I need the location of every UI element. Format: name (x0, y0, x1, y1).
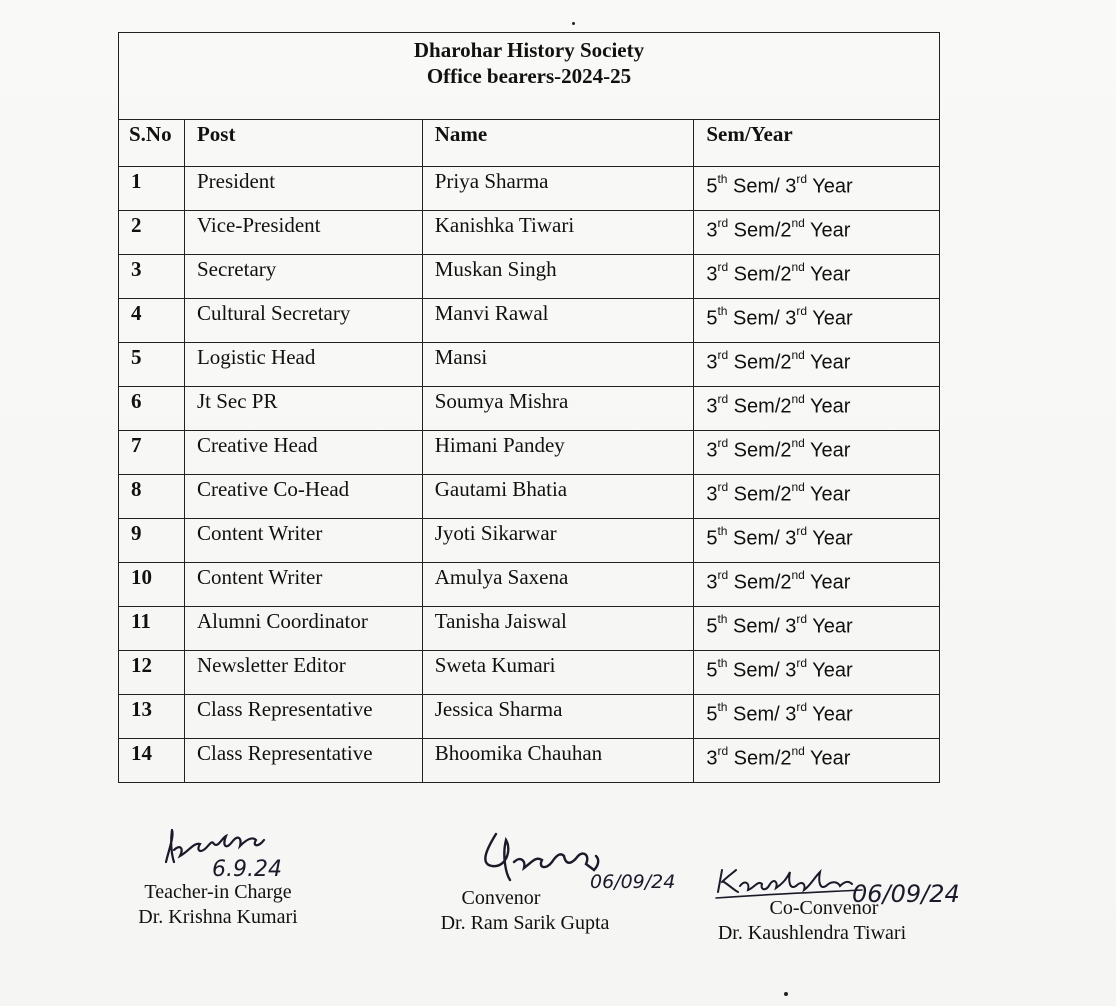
sem-word: Sem (727, 527, 775, 550)
row-post: Class Representative (184, 695, 422, 739)
sem-suffix: rd (717, 260, 729, 274)
sem-number: 3 (706, 571, 718, 594)
row-post: Cultural Secretary (184, 299, 422, 343)
table-row (119, 299, 940, 343)
header-row (119, 120, 940, 167)
sem-number: 5 (706, 175, 718, 198)
year-suffix: nd (791, 348, 805, 362)
sem-separator: / (774, 395, 781, 418)
year-word: Year (804, 219, 851, 242)
row-post: Secretary (184, 255, 422, 299)
row-post: Newsletter Editor (184, 651, 422, 695)
sem-number: 3 (706, 439, 718, 462)
year-word: Year (807, 175, 853, 198)
year-word: Year (804, 351, 851, 374)
year-suffix: rd (796, 656, 808, 670)
year-number: 2 (780, 219, 792, 242)
sem-separator: / (774, 527, 786, 550)
year-word: Year (804, 263, 851, 286)
sem-number: 5 (706, 659, 718, 682)
sem-suffix: rd (717, 216, 729, 230)
sem-suffix: th (717, 172, 728, 186)
sem-suffix: th (717, 524, 728, 538)
teacher-role: Teacher-in Charge (144, 881, 292, 903)
table-row (119, 431, 940, 475)
society-name: Dharohar History Society (413, 38, 645, 62)
year-word: Year (804, 571, 851, 594)
co-convenor-signature-date: 06/09/24 (852, 880, 960, 908)
sem-suffix: rd (717, 744, 729, 758)
sem-word: Sem (727, 615, 775, 638)
sem-word: Sem (727, 175, 775, 198)
row-sem-year (694, 211, 940, 255)
sem-separator: / (774, 615, 786, 638)
row-sno: 10 (119, 563, 185, 607)
year-word: Year (807, 615, 853, 638)
sem-number: 3 (706, 483, 718, 506)
row-name: Mansi (422, 343, 694, 387)
year-word: Year (807, 703, 853, 726)
row-sem-year (694, 475, 940, 519)
header-name: Name (422, 120, 694, 167)
year-number: 2 (780, 483, 792, 506)
row-post: Creative Head (184, 431, 422, 475)
table-row (119, 387, 940, 431)
co-convenor-name: Dr. Kaushlendra Tiwari (717, 922, 907, 944)
year-word: Year (807, 307, 853, 330)
sem-separator: / (774, 351, 781, 374)
row-post: President (184, 167, 422, 211)
sem-separator: / (774, 307, 786, 330)
sem-separator: / (774, 175, 786, 198)
document-subtitle: Office bearers-2024-25 (426, 64, 632, 88)
table-row (119, 475, 940, 519)
teacher-signature-handwriting (160, 818, 300, 884)
table-row (119, 167, 940, 211)
teacher-signature-block (118, 880, 318, 930)
row-sno: 14 (119, 739, 185, 783)
year-suffix: rd (796, 524, 808, 538)
row-name: Tanisha Jaiswal (422, 607, 694, 651)
sem-word: Sem (727, 659, 775, 682)
sem-number: 3 (706, 219, 718, 242)
row-sem-year (694, 695, 940, 739)
sem-separator: / (774, 439, 781, 462)
row-sem-year (694, 255, 940, 299)
sem-number: 5 (706, 307, 718, 330)
row-name: Priya Sharma (422, 167, 694, 211)
row-sno: 5 (119, 343, 185, 387)
stray-ink-dot (784, 992, 788, 996)
row-sno: 7 (119, 431, 185, 475)
year-word: Year (807, 659, 853, 682)
sem-suffix: rd (717, 392, 729, 406)
row-name: Gautami Bhatia (422, 475, 694, 519)
sem-separator: / (774, 571, 781, 594)
year-number: 3 (785, 307, 797, 330)
office-bearers-table-wrap (118, 32, 940, 783)
year-number: 2 (780, 571, 792, 594)
year-suffix: nd (791, 568, 805, 582)
row-name: Muskan Singh (422, 255, 694, 299)
row-sem-year (694, 167, 940, 211)
sem-suffix: th (717, 700, 728, 714)
table-row (119, 563, 940, 607)
row-post: Class Representative (184, 739, 422, 783)
year-word: Year (804, 483, 851, 506)
sem-suffix: rd (717, 436, 729, 450)
row-name: Amulya Saxena (422, 563, 694, 607)
row-sem-year (694, 431, 940, 475)
year-word: Year (804, 747, 851, 770)
row-sem-year (694, 739, 940, 783)
sem-separator: / (774, 263, 781, 286)
table-row (119, 739, 940, 783)
row-post: Logistic Head (184, 343, 422, 387)
row-sem-year (694, 563, 940, 607)
year-number: 3 (785, 659, 797, 682)
sem-number: 5 (706, 703, 718, 726)
sem-separator: / (774, 659, 786, 682)
year-suffix: rd (796, 700, 808, 714)
year-number: 3 (785, 703, 797, 726)
year-suffix: nd (791, 392, 805, 406)
row-sem-year (694, 387, 940, 431)
table-row (119, 695, 940, 739)
convenor-signature-date: 06/09/24 (590, 871, 676, 893)
co-convenor-signature-block (694, 896, 930, 946)
table-row (119, 211, 940, 255)
year-number: 2 (780, 747, 792, 770)
table-row (119, 255, 940, 299)
convenor-role: Convenor (461, 887, 541, 909)
sem-separator: / (774, 747, 781, 770)
sem-number: 3 (706, 351, 718, 374)
sem-word: Sem (728, 571, 775, 594)
row-sno: 11 (119, 607, 185, 651)
sem-suffix: th (717, 304, 728, 318)
row-name: Soumya Mishra (422, 387, 694, 431)
sem-separator: / (774, 219, 781, 242)
row-post: Jt Sec PR (184, 387, 422, 431)
sem-separator: / (774, 703, 786, 726)
sem-suffix: rd (717, 480, 729, 494)
year-word: Year (804, 439, 851, 462)
row-post: Vice-President (184, 211, 422, 255)
table-row (119, 343, 940, 387)
year-number: 3 (785, 615, 797, 638)
sem-number: 5 (706, 615, 718, 638)
sem-number: 3 (706, 395, 718, 418)
year-suffix: nd (791, 744, 805, 758)
co-convenor-role: Co-Convenor (769, 897, 879, 919)
sem-word: Sem (728, 747, 775, 770)
sem-suffix: th (717, 656, 728, 670)
row-sno: 12 (119, 651, 185, 695)
row-name: Jyoti Sikarwar (422, 519, 694, 563)
row-sem-year (694, 519, 940, 563)
table-row (119, 607, 940, 651)
sem-number: 5 (706, 527, 718, 550)
table-title (119, 33, 940, 120)
row-name: Kanishka Tiwari (422, 211, 694, 255)
convenor-name: Dr. Ram Sarik Gupta (440, 912, 610, 934)
year-suffix: nd (791, 480, 805, 494)
year-suffix: rd (796, 304, 808, 318)
sem-suffix: rd (717, 348, 729, 362)
row-sem-year (694, 651, 940, 695)
row-post: Content Writer (184, 519, 422, 563)
sem-word: Sem (727, 307, 775, 330)
teacher-name: Dr. Krishna Kumari (138, 906, 298, 928)
year-suffix: nd (791, 436, 805, 450)
sem-number: 3 (706, 263, 718, 286)
row-sem-year (694, 607, 940, 651)
sem-suffix: th (717, 612, 728, 626)
year-word: Year (807, 527, 853, 550)
row-name: Himani Pandey (422, 431, 694, 475)
row-post: Content Writer (184, 563, 422, 607)
row-post: Creative Co-Head (184, 475, 422, 519)
sem-word: Sem (728, 351, 775, 374)
row-sno: 6 (119, 387, 185, 431)
year-suffix: nd (791, 216, 805, 230)
row-sno: 9 (119, 519, 185, 563)
sem-word: Sem (727, 703, 775, 726)
row-post: Alumni Coordinator (184, 607, 422, 651)
row-sem-year (694, 343, 940, 387)
teacher-signature-date: 6.9.24 (212, 857, 282, 882)
row-sno: 3 (119, 255, 185, 299)
table-row (119, 651, 940, 695)
row-sem-year (694, 299, 940, 343)
sem-separator: / (774, 483, 781, 506)
sem-number: 3 (706, 747, 718, 770)
sem-suffix: rd (717, 568, 729, 582)
header-sem-year: Sem/Year (694, 120, 940, 167)
sem-word: Sem (728, 439, 775, 462)
row-sno: 8 (119, 475, 185, 519)
row-name: Bhoomika Chauhan (422, 739, 694, 783)
row-sno: 13 (119, 695, 185, 739)
table-row (119, 519, 940, 563)
row-name: Sweta Kumari (422, 651, 694, 695)
year-number: 2 (780, 351, 792, 374)
convenor-signature-block (420, 886, 630, 936)
sem-word: Sem (728, 395, 775, 418)
stray-ink-dot (572, 22, 575, 25)
sem-word: Sem (728, 219, 775, 242)
row-name: Jessica Sharma (422, 695, 694, 739)
year-word: Year (804, 395, 851, 418)
sem-word: Sem (728, 483, 775, 506)
row-sno: 1 (119, 167, 185, 211)
table-body (119, 167, 940, 783)
year-number: 3 (785, 527, 797, 550)
year-number: 2 (780, 263, 792, 286)
year-number: 2 (780, 395, 792, 418)
year-number: 2 (780, 439, 792, 462)
header-sno: S.No (119, 120, 185, 167)
row-name: Manvi Rawal (422, 299, 694, 343)
year-number: 3 (785, 175, 797, 198)
sem-word: Sem (728, 263, 775, 286)
row-sno: 2 (119, 211, 185, 255)
row-sno: 4 (119, 299, 185, 343)
office-bearers-table (118, 32, 940, 783)
title-row (119, 33, 940, 120)
year-suffix: nd (791, 260, 805, 274)
header-post: Post (184, 120, 422, 167)
year-suffix: rd (796, 612, 808, 626)
year-suffix: rd (796, 172, 808, 186)
